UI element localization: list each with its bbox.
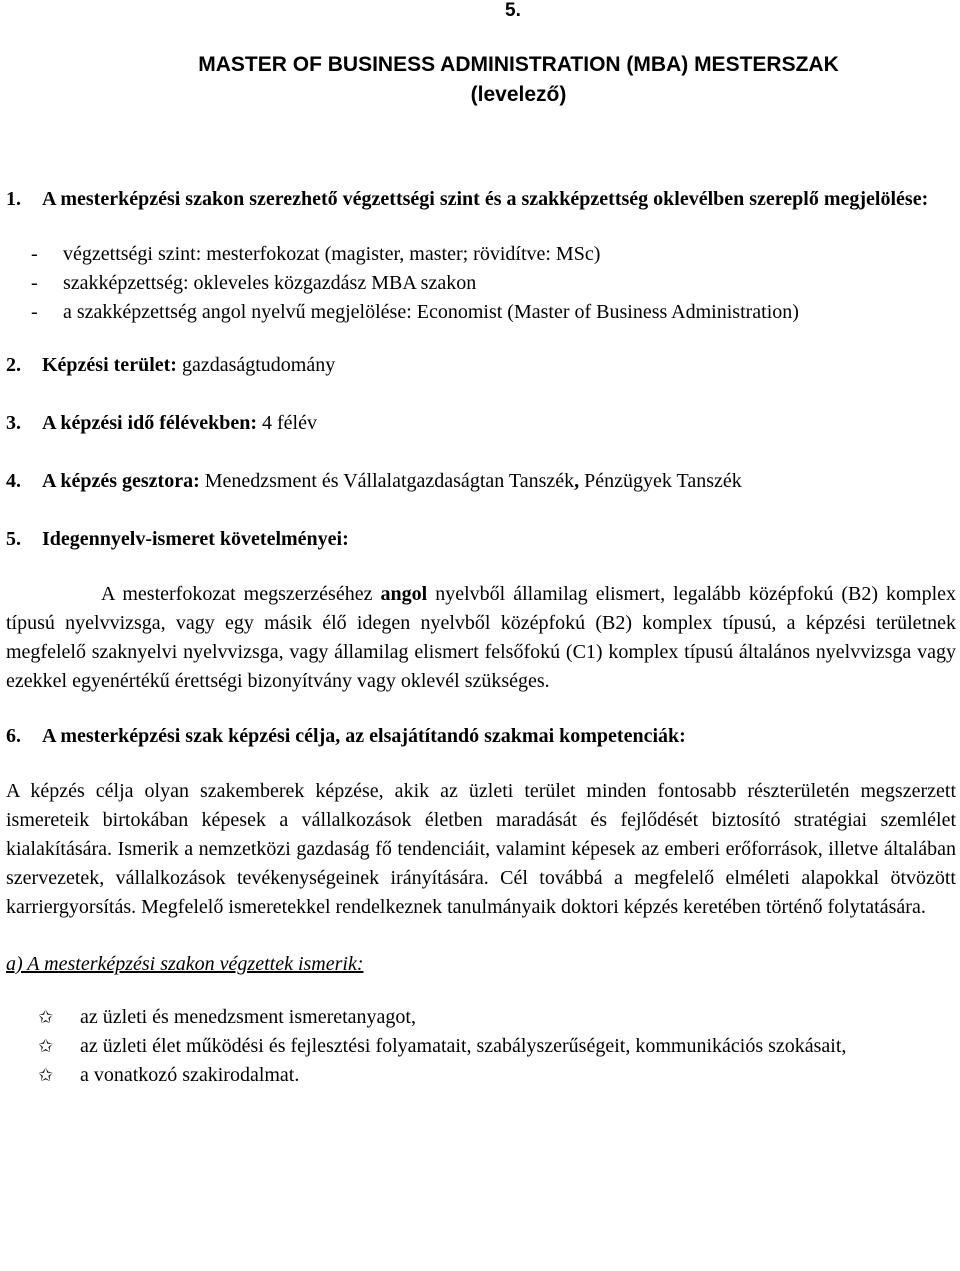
star-outline-icon: ✩ [38,1065,54,1086]
section-1-heading [6,185,956,214]
section-5-heading [6,525,956,554]
section-label: A képzés gesztora: [42,470,200,492]
list-item [6,1003,956,1032]
section-3-heading [6,409,956,438]
list-item [6,269,956,298]
section-value: Menedzsment és Vállalatgazdaságtan Tanszék [204,470,575,492]
objectives-paragraph: A képzés célja olyan szakemberek képzése, akik az üzleti terület minden fontosabb részterületén megszerzett ismereteik birtokában képesek a vállalkozások életben maradását és fejlődését biztosító stratégiai szemlélet kialakítására. Ismerik a nemzetközi gazdaság fő tendenciáit, valamint képesek az emberi erőforrások, illetve általában szervezetek, vállalkozások tevékenységeinek irányítására. Cél továbbá a megfelelő elméleti alapokkal ötvözött karriergyorsítás. Megfelelő ismeretekkel rendelkeznek tanulmányaik doktori képzés keretében történő folytatására. [6,780,956,918]
separator: , [574,470,580,492]
section-heading-text: A mesterképzési szakon szerezhető végzettségi szint és a szakképzettség oklevélben szereplő megjelölése: [42,188,929,210]
list-item [6,240,956,269]
list-item-text: az üzleti és menedzsment ismeretanyagot, [80,1006,416,1028]
paragraph-text: A mesterfokozat megszerzéséhez [101,583,373,605]
section-2-heading [6,351,956,380]
dash-bullet: - [31,272,38,294]
section-label: A képzési idő félévekben: [42,412,257,434]
section-heading-text: A mesterképzési szak képzési célja, az elsajátítandó szakmai kompetenciák: [42,725,686,747]
list-item-text: az üzleti élet működési és fejlesztési folyamatait, szabályszerűségeit, kommunikációs szokásait, [80,1035,847,1057]
section-4-heading [6,467,956,496]
list-item-text: végzettségi szint: mesterfokozat (magister, master; rövidítve: MSc) [63,243,601,265]
section-number: 6. [6,725,21,747]
page-number: 5. [505,0,521,21]
section-value: 4 félév [262,412,317,434]
language-requirements-paragraph [6,580,956,696]
section-number: 3. [6,412,21,434]
section-label: Képzési terület: [42,354,177,376]
paragraph-bold-text: angol [380,583,428,605]
section-number: 2. [6,354,21,376]
section-value: gazdaságtudomány [181,354,336,376]
list-item-text: a szakképzettség angol nyelvű megjelölése: Economist (Master of Business Administration) [63,301,799,323]
list-item-text: a vonatkozó szakirodalmat. [80,1064,300,1086]
list-item [6,1061,956,1090]
dash-bullet: - [31,301,38,323]
title-line-2: (levelező) [470,83,567,106]
section-6-heading [6,722,956,751]
star-outline-icon: ✩ [38,1036,54,1057]
section-number: 4. [6,470,21,492]
paragraph-text: nyelvből államilag elismert, legalább középfokú (B2) komplex típusú nyelvvizsga, vagy egy másik élő idegen nyelvből középfokú (B2) komplex típusú, a képzési területnek megfelelő szaknyelvi nyelvvizsga, vagy államilag elismert felsőfokú (C1) komplex típusú általános nyelvvizsga vagy ezekkel egyenértékű érettségi bizonyítvány vagy oklevél szükséges. [6,583,957,692]
list-item-text: szakképzettség: okleveles közgazdász MBA szakon [63,272,477,294]
title-line-1: MASTER OF BUSINESS ADMINISTRATION (MBA) MESTERSZAK [198,53,839,76]
dash-bullet: - [31,243,38,265]
list-item [6,1032,956,1061]
subsection-heading: a) A mesterképzési szakon végzettek ismerik: [6,953,364,975]
star-outline-icon: ✩ [38,1007,54,1028]
list-item [6,298,956,327]
section-heading-text: Idegennyelv-ismeret követelményei: [42,528,349,550]
document-body [6,185,956,1090]
section-value: Pénzügyek Tanszék [584,470,742,492]
section-number: 1. [6,188,21,210]
section-number: 5. [6,528,21,550]
document-title [0,50,960,110]
knowledge-list [6,1003,956,1090]
degree-info-list [6,240,956,327]
